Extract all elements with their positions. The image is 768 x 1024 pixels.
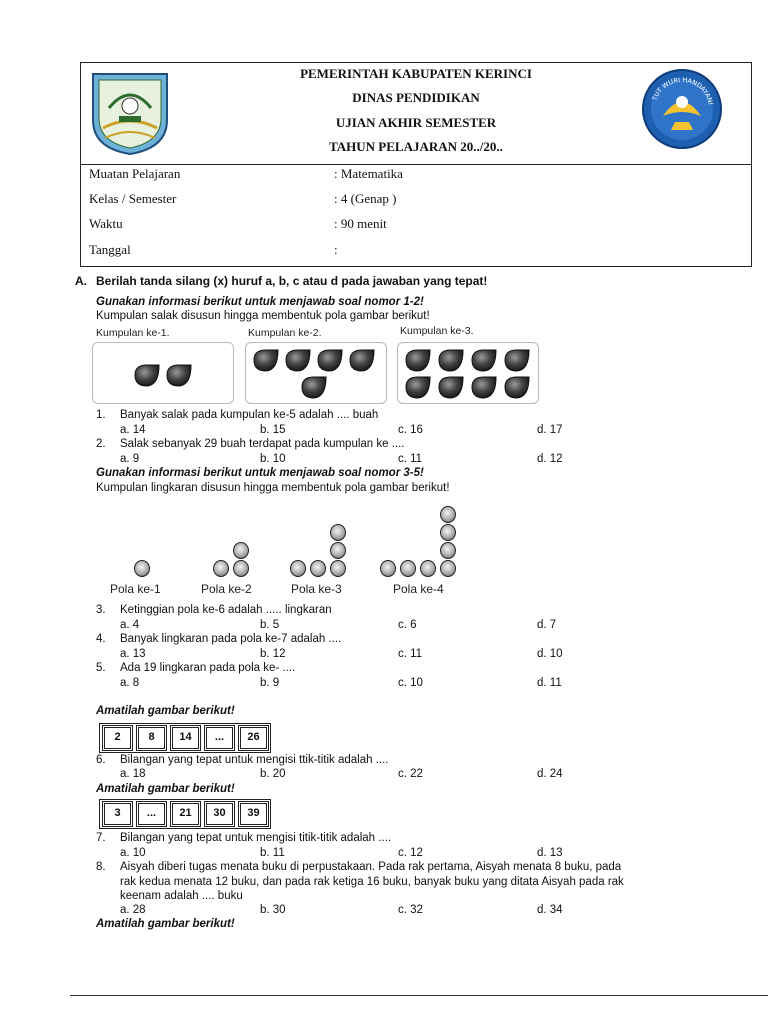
salak-fruit-icon — [317, 348, 343, 372]
salak-fruit-icon — [438, 375, 464, 399]
q1-option-b[interactable]: b. 15 — [260, 424, 286, 436]
svg-text:TUT WURI HANDAYANI: TUT WURI HANDAYANI — [650, 75, 715, 106]
pattern-circle-icon — [440, 524, 456, 541]
salak-fruit-icon — [166, 363, 192, 387]
q2-number: 2. — [96, 438, 106, 450]
q6-text: Bilangan yang tepat untuk mengisi ttik-titik adalah .... — [120, 754, 389, 766]
q1-number: 1. — [96, 409, 106, 421]
q2-text: Salak sebanyak 29 buah terdapat pada kumpulan ke .... — [120, 438, 405, 450]
salak-fruit-icon — [438, 348, 464, 372]
header-line-3: UJIAN AKHIR SEMESTER — [335, 115, 497, 130]
header-line-2: DINAS PENDIDIKAN — [352, 90, 480, 105]
pattern-caption-3: Pola ke-3 — [291, 582, 342, 596]
number-box: 21 — [172, 803, 199, 825]
number-box: 30 — [206, 803, 233, 825]
salak-fruit-icon — [471, 348, 497, 372]
salak-caption-3: Kumpulan ke-3. — [400, 325, 474, 337]
q3-number: 3. — [96, 604, 106, 616]
pattern-circle-icon — [420, 560, 436, 577]
salak-fruit-icon — [504, 375, 530, 399]
salak-fruit-icon — [349, 348, 375, 372]
number-box: 2 — [104, 727, 131, 749]
section-instruction: Berilah tanda silang (x) huruf a, b, c atau d pada jawaban yang tepat! — [96, 274, 488, 288]
number-box: 14 — [172, 727, 199, 749]
pattern-circle-icon — [330, 560, 346, 577]
q7-option-c[interactable]: c. 12 — [398, 847, 423, 859]
pattern-circle-icon — [440, 560, 456, 577]
q8-option-a[interactable]: a. 28 — [120, 904, 146, 916]
q6-option-d[interactable]: d. 24 — [537, 768, 563, 780]
salak-fruit-icon — [285, 348, 311, 372]
q8-option-d[interactable]: d. 34 — [537, 904, 563, 916]
q1-option-c[interactable]: c. 16 — [398, 424, 423, 436]
q1-option-a[interactable]: a. 14 — [120, 424, 146, 436]
salak-group-1-box — [92, 342, 234, 404]
number-box: ... — [138, 803, 165, 825]
q5-text: Ada 19 lingkaran pada pola ke- .... — [120, 662, 296, 674]
q8-text-line-1: Aisyah diberi tugas menata buku di perpustakaan. Pada rak pertama, Aisyah menata 8 buku, pada — [120, 861, 622, 873]
q7-option-d[interactable]: d. 13 — [537, 847, 563, 859]
q5-option-c[interactable]: c. 10 — [398, 677, 423, 689]
number-box: 8 — [138, 727, 165, 749]
info-label-date: Tanggal — [89, 242, 131, 257]
info-value-time: : 90 menit — [334, 216, 387, 231]
block2-intro: Kumpulan lingkaran disusun hingga membentuk pola gambar berikut! — [96, 482, 450, 494]
header-line-4: TAHUN PELAJARAN 20../20.. — [329, 139, 503, 154]
info-value-subject: : Matematika — [334, 166, 403, 181]
pattern-circle-icon — [440, 506, 456, 523]
q8-option-b[interactable]: b. 30 — [260, 904, 286, 916]
pattern-circle-icon — [134, 560, 150, 577]
pattern-circle-icon — [330, 524, 346, 541]
q5-number: 5. — [96, 662, 106, 674]
pattern-circle-icon — [380, 560, 396, 577]
info-value-date: : — [334, 242, 338, 257]
q7-option-b[interactable]: b. 11 — [260, 847, 285, 859]
number-box: ... — [206, 727, 233, 749]
q8-text-line-3: keenam adalah .... buku — [120, 890, 243, 902]
info-label-subject: Muatan Pelajaran — [89, 166, 181, 181]
q3-option-b[interactable]: b. 5 — [260, 619, 280, 631]
salak-fruit-icon — [405, 348, 431, 372]
footer-divider — [70, 995, 768, 996]
q2-option-b[interactable]: b. 10 — [260, 453, 286, 465]
salak-caption-1: Kumpulan ke-1. — [96, 327, 170, 339]
salak-fruit-icon — [405, 375, 431, 399]
info-label-class: Kelas / Semester — [89, 191, 177, 206]
q5-option-b[interactable]: b. 9 — [260, 677, 280, 689]
q2-option-c[interactable]: c. 11 — [398, 453, 423, 465]
q4-option-a[interactable]: a. 13 — [120, 648, 146, 660]
header-line-1: PEMERINTAH KABUPATEN KERINCI — [300, 66, 532, 81]
q1-text: Banyak salak pada kumpulan ke-5 adalah .... buah — [120, 409, 379, 421]
pattern-circle-icon — [330, 542, 346, 559]
block2-heading: Gunakan informasi berikut untuk menjawab soal nomor 3-5! — [96, 467, 424, 479]
q6-option-b[interactable]: b. 20 — [260, 768, 286, 780]
pattern-caption-4: Pola ke-4 — [393, 582, 444, 596]
salak-fruit-icon — [253, 348, 279, 372]
q7-number: 7. — [96, 832, 106, 844]
pattern-circle-icon — [440, 542, 456, 559]
pattern-caption-2: Pola ke-2 — [201, 582, 252, 596]
salak-fruit-icon — [471, 375, 497, 399]
pattern-circle-icon — [233, 542, 249, 559]
number-box: 39 — [240, 803, 267, 825]
pattern-circle-icon — [233, 560, 249, 577]
q2-option-d[interactable]: d. 12 — [537, 453, 563, 465]
tut-wuri-handayani-logo-icon — [641, 68, 723, 150]
q6-option-c[interactable]: c. 22 — [398, 768, 423, 780]
q4-option-b[interactable]: b. 12 — [260, 648, 286, 660]
observe-heading-2: Amatilah gambar berikut! — [96, 783, 235, 795]
q3-option-c[interactable]: c. 6 — [398, 619, 417, 631]
pattern-circle-icon — [213, 560, 229, 577]
pattern-caption-1: Pola ke-1 — [110, 582, 161, 596]
q6-option-a[interactable]: a. 18 — [120, 768, 146, 780]
q4-text: Banyak lingkaran pada pola ke-7 adalah .... — [120, 633, 342, 645]
q7-text: Bilangan yang tepat untuk mengisi titik-titik adalah .... — [120, 832, 392, 844]
number-box: 26 — [240, 727, 267, 749]
q7-option-a[interactable]: a. 10 — [120, 847, 146, 859]
salak-fruit-icon — [134, 363, 160, 387]
pattern-circle-icon — [400, 560, 416, 577]
q3-option-d[interactable]: d. 7 — [537, 619, 557, 631]
number-box: 3 — [104, 803, 131, 825]
q3-option-a[interactable]: a. 4 — [120, 619, 140, 631]
q1-option-d[interactable]: d. 17 — [537, 424, 563, 436]
q8-number: 8. — [96, 861, 106, 873]
info-label-time: Waktu — [89, 216, 123, 231]
pattern-circle-icon — [310, 560, 326, 577]
exam-header-table — [80, 62, 752, 267]
q4-option-c[interactable]: c. 11 — [398, 648, 423, 660]
q5-option-d[interactable]: d. 11 — [537, 677, 562, 689]
q5-option-a[interactable]: a. 8 — [120, 677, 140, 689]
salak-fruit-icon — [301, 375, 327, 399]
q2-option-a[interactable]: a. 9 — [120, 453, 140, 465]
q4-number: 4. — [96, 633, 106, 645]
observe-heading-1: Amatilah gambar berikut! — [96, 705, 235, 717]
info-value-class: : 4 (Genap ) — [334, 191, 397, 206]
observe-heading-3: Amatilah gambar berikut! — [96, 918, 235, 930]
q8-option-c[interactable]: c. 32 — [398, 904, 423, 916]
pattern-circle-icon — [290, 560, 306, 577]
q3-text: Ketinggian pola ke-6 adalah ..... lingkaran — [120, 604, 332, 616]
block1-heading: Gunakan informasi berikut untuk menjawab soal nomor 1-2! — [96, 296, 424, 308]
block1-intro: Kumpulan salak disusun hingga membentuk pola gambar berikut! — [96, 310, 430, 322]
q6-number: 6. — [96, 754, 106, 766]
salak-fruit-icon — [504, 348, 530, 372]
header-top-row — [81, 63, 751, 165]
salak-caption-2: Kumpulan ke-2. — [248, 327, 322, 339]
section-letter: A. — [75, 274, 87, 288]
q4-option-d[interactable]: d. 10 — [537, 648, 563, 660]
q8-text-line-2: rak kedua menata 12 buku, dan pada rak ketiga 16 buku, banyak buku yang ditata Aisyah pada rak — [120, 876, 624, 888]
